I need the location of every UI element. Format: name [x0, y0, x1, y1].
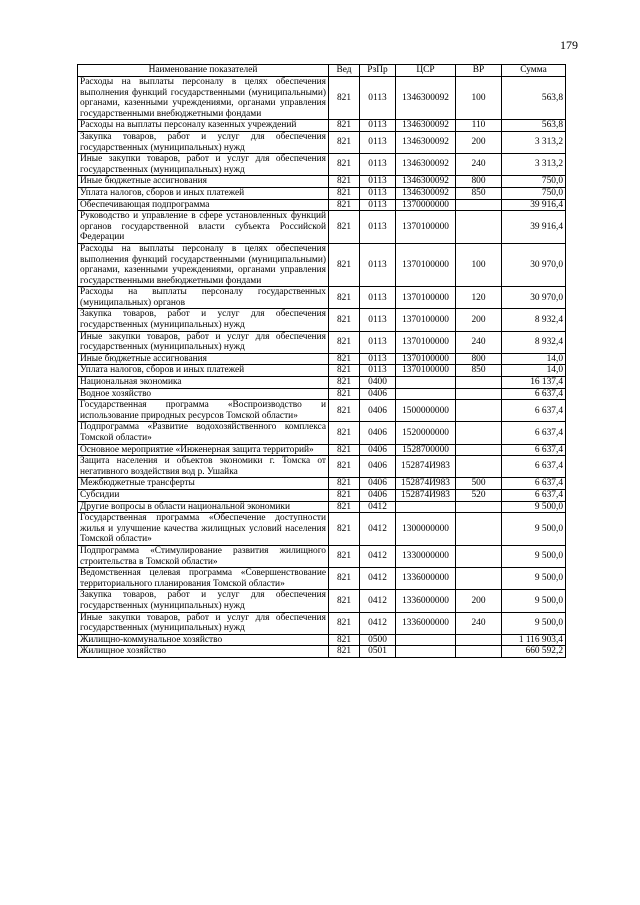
- cell-sum: 6 637,4: [502, 422, 566, 444]
- cell-rzpr: 0412: [360, 590, 396, 612]
- cell-rzpr: 0113: [360, 243, 396, 286]
- cell-vr: [456, 377, 502, 389]
- cell-name: Расходы на выплаты персоналу в целях обеспечения выполнения функций государственными (муниципальными) органами, казенными учреждениями, органами управления государственными внебюджетными фондами: [78, 77, 329, 120]
- cell-csr: 1346300092: [396, 120, 456, 132]
- cell-sum: 750,0: [502, 187, 566, 199]
- cell-csr: 1346300092: [396, 77, 456, 120]
- table-row: [78, 501, 566, 513]
- cell-rzpr: 0412: [360, 545, 396, 567]
- table-row: [78, 211, 566, 244]
- cell-name: Иные бюджетные ассигнования: [78, 176, 329, 188]
- cell-csr: [396, 634, 456, 646]
- cell-rzpr: 0113: [360, 131, 396, 153]
- cell-rzpr: 0406: [360, 388, 396, 400]
- cell-name: Обеспечивающая подпрограмма: [78, 199, 329, 211]
- cell-rzpr: 0501: [360, 646, 396, 658]
- table-row: [78, 131, 566, 153]
- cell-csr: [396, 388, 456, 400]
- cell-rzpr: 0500: [360, 634, 396, 646]
- cell-csr: 152874И983: [396, 489, 456, 501]
- cell-vr: 850: [456, 365, 502, 377]
- table-row: [78, 513, 566, 546]
- cell-vr: [456, 444, 502, 456]
- cell-csr: 1370100000: [396, 211, 456, 244]
- cell-name: Уплата налогов, сборов и иных платежей: [78, 187, 329, 199]
- cell-name: Основное мероприятие «Инженерная защита территорий»: [78, 444, 329, 456]
- cell-ved: 821: [329, 400, 360, 422]
- cell-vr: 240: [456, 612, 502, 634]
- cell-name: Государственная программа «Воспроизводство и использование природных ресурсов Томской области»: [78, 400, 329, 422]
- cell-ved: 821: [329, 131, 360, 153]
- cell-rzpr: 0412: [360, 612, 396, 634]
- cell-rzpr: 0406: [360, 444, 396, 456]
- cell-ved: 821: [329, 365, 360, 377]
- cell-vr: [456, 545, 502, 567]
- cell-csr: 1346300092: [396, 154, 456, 176]
- cell-rzpr: 0406: [360, 456, 396, 478]
- cell-sum: 9 500,0: [502, 568, 566, 590]
- cell-rzpr: 0412: [360, 568, 396, 590]
- cell-ved: 821: [329, 634, 360, 646]
- cell-rzpr: 0113: [360, 365, 396, 377]
- cell-ved: 821: [329, 331, 360, 353]
- cell-vr: 500: [456, 478, 502, 490]
- cell-sum: 39 916,4: [502, 211, 566, 244]
- cell-csr: 1370000000: [396, 199, 456, 211]
- cell-sum: 1 116 903,4: [502, 634, 566, 646]
- cell-csr: 1300000000: [396, 513, 456, 546]
- cell-ved: 821: [329, 501, 360, 513]
- budget-table: [77, 64, 566, 658]
- cell-sum: 6 637,4: [502, 444, 566, 456]
- cell-sum: 6 637,4: [502, 456, 566, 478]
- table-row: [78, 400, 566, 422]
- table-row: [78, 120, 566, 132]
- cell-sum: 9 500,0: [502, 590, 566, 612]
- cell-csr: 1370100000: [396, 309, 456, 331]
- cell-name: Защита населения и объектов экономики г. Томска от негативного воздействия вод р. Ушайка: [78, 456, 329, 478]
- cell-sum: 6 637,4: [502, 478, 566, 490]
- cell-vr: [456, 634, 502, 646]
- cell-name: Расходы на выплаты персоналу государственных (муниципальных) органов: [78, 287, 329, 309]
- cell-name: Межбюджетные трансферты: [78, 478, 329, 490]
- cell-rzpr: 0113: [360, 309, 396, 331]
- table-row: [78, 388, 566, 400]
- cell-vr: [456, 501, 502, 513]
- cell-sum: 6 637,4: [502, 489, 566, 501]
- cell-sum: 750,0: [502, 176, 566, 188]
- cell-sum: 14,0: [502, 365, 566, 377]
- cell-vr: 110: [456, 120, 502, 132]
- cell-csr: 1370100000: [396, 287, 456, 309]
- table-row: [78, 77, 566, 120]
- cell-csr: 1370100000: [396, 353, 456, 365]
- cell-vr: 850: [456, 187, 502, 199]
- page-number: 179: [560, 38, 578, 52]
- cell-sum: 6 637,4: [502, 400, 566, 422]
- table-row: [78, 568, 566, 590]
- cell-ved: 821: [329, 187, 360, 199]
- cell-rzpr: 0113: [360, 287, 396, 309]
- cell-vr: [456, 513, 502, 546]
- cell-rzpr: 0406: [360, 400, 396, 422]
- column-header-ved: Вед: [329, 65, 360, 77]
- cell-vr: [456, 456, 502, 478]
- cell-sum: 8 932,4: [502, 309, 566, 331]
- cell-name: Субсидии: [78, 489, 329, 501]
- cell-sum: 3 313,2: [502, 131, 566, 153]
- cell-name: Закупка товаров, работ и услуг для обеспечения государственных (муниципальных) нужд: [78, 309, 329, 331]
- cell-vr: 100: [456, 243, 502, 286]
- cell-vr: 200: [456, 590, 502, 612]
- cell-name: Иные закупки товаров, работ и услуг для обеспечения государственных (муниципальных) нужд: [78, 612, 329, 634]
- cell-csr: 1528700000: [396, 444, 456, 456]
- cell-rzpr: 0113: [360, 154, 396, 176]
- cell-sum: 14,0: [502, 353, 566, 365]
- cell-vr: 100: [456, 77, 502, 120]
- cell-sum: 660 592,2: [502, 646, 566, 658]
- cell-name: Жилищное хозяйство: [78, 646, 329, 658]
- cell-ved: 821: [329, 590, 360, 612]
- cell-vr: 200: [456, 131, 502, 153]
- cell-vr: [456, 422, 502, 444]
- cell-vr: [456, 211, 502, 244]
- cell-name: Расходы на выплаты персоналу казенных учреждений: [78, 120, 329, 132]
- cell-vr: 800: [456, 353, 502, 365]
- cell-name: Водное хозяйство: [78, 388, 329, 400]
- cell-csr: [396, 377, 456, 389]
- table-row: [78, 456, 566, 478]
- cell-name: Закупка товаров, работ и услуг для обеспечения государственных (муниципальных) нужд: [78, 590, 329, 612]
- table-row: [78, 545, 566, 567]
- cell-ved: 821: [329, 422, 360, 444]
- cell-csr: 1346300092: [396, 176, 456, 188]
- cell-csr: 1336000000: [396, 612, 456, 634]
- table-row: [78, 353, 566, 365]
- cell-vr: 240: [456, 154, 502, 176]
- column-header-name: Наименование показателей: [78, 65, 329, 77]
- cell-rzpr: 0412: [360, 501, 396, 513]
- cell-ved: 821: [329, 377, 360, 389]
- cell-sum: 30 970,0: [502, 287, 566, 309]
- cell-ved: 821: [329, 444, 360, 456]
- cell-name: Уплата налогов, сборов и иных платежей: [78, 365, 329, 377]
- cell-ved: 821: [329, 77, 360, 120]
- column-header-csr: ЦСР: [396, 65, 456, 77]
- cell-vr: [456, 646, 502, 658]
- cell-ved: 821: [329, 199, 360, 211]
- cell-sum: 30 970,0: [502, 243, 566, 286]
- table-row: [78, 365, 566, 377]
- table-row: [78, 422, 566, 444]
- cell-csr: 1346300092: [396, 131, 456, 153]
- cell-ved: 821: [329, 154, 360, 176]
- cell-rzpr: 0113: [360, 211, 396, 244]
- column-header-rzpr: РзПр: [360, 65, 396, 77]
- table-row: [78, 478, 566, 490]
- cell-vr: 800: [456, 176, 502, 188]
- cell-rzpr: 0113: [360, 120, 396, 132]
- cell-rzpr: 0113: [360, 331, 396, 353]
- cell-csr: 1336000000: [396, 590, 456, 612]
- cell-name: Иные бюджетные ассигнования: [78, 353, 329, 365]
- table-row: [78, 634, 566, 646]
- cell-name: Другие вопросы в области национальной экономики: [78, 501, 329, 513]
- table-body: [78, 77, 566, 658]
- cell-name: Расходы на выплаты персоналу в целях обеспечения выполнения функций государственными (муниципальными) органами, казенными учреждениями, органами управления государственными внебюджетными фондами: [78, 243, 329, 286]
- cell-sum: 9 500,0: [502, 612, 566, 634]
- table-row: [78, 243, 566, 286]
- cell-ved: 821: [329, 120, 360, 132]
- cell-ved: 821: [329, 388, 360, 400]
- cell-csr: 1346300092: [396, 187, 456, 199]
- table-row: [78, 612, 566, 634]
- cell-vr: [456, 568, 502, 590]
- cell-ved: 821: [329, 456, 360, 478]
- cell-ved: 821: [329, 353, 360, 365]
- cell-name: Закупка товаров, работ и услуг для обеспечения государственных (муниципальных) нужд: [78, 131, 329, 153]
- cell-csr: 152874И983: [396, 478, 456, 490]
- table-row: [78, 199, 566, 211]
- cell-vr: 240: [456, 331, 502, 353]
- cell-ved: 821: [329, 287, 360, 309]
- cell-csr: 1500000000: [396, 400, 456, 422]
- cell-ved: 821: [329, 489, 360, 501]
- cell-rzpr: 0406: [360, 478, 396, 490]
- cell-sum: 8 932,4: [502, 331, 566, 353]
- cell-rzpr: 0412: [360, 513, 396, 546]
- cell-sum: 9 500,0: [502, 513, 566, 546]
- table-row: [78, 187, 566, 199]
- cell-sum: 9 500,0: [502, 501, 566, 513]
- cell-name: Руководство и управление в сфере установленных функций органов государственной власти субъекта Российской Федерации: [78, 211, 329, 244]
- table-row: [78, 331, 566, 353]
- cell-sum: 39 916,4: [502, 199, 566, 211]
- table-row: [78, 309, 566, 331]
- cell-name: Ведомственная целевая программа «Совершенствование территориального планирования Томской области»: [78, 568, 329, 590]
- cell-name: Государственная программа «Обеспечение доступности жилья и улучшение качества жилищных условий населения Томской области»: [78, 513, 329, 546]
- cell-rzpr: 0113: [360, 353, 396, 365]
- table-row: [78, 154, 566, 176]
- cell-ved: 821: [329, 513, 360, 546]
- table-header-row: [78, 65, 566, 77]
- cell-vr: 200: [456, 309, 502, 331]
- cell-vr: [456, 199, 502, 211]
- cell-ved: 821: [329, 478, 360, 490]
- cell-csr: 1520000000: [396, 422, 456, 444]
- cell-sum: 563,8: [502, 120, 566, 132]
- cell-name: Подпрограмма «Стимулирование развития жилищного строительства в Томской области»: [78, 545, 329, 567]
- cell-sum: 6 637,4: [502, 388, 566, 400]
- cell-sum: 3 313,2: [502, 154, 566, 176]
- cell-vr: 120: [456, 287, 502, 309]
- cell-csr: 152874И983: [396, 456, 456, 478]
- cell-rzpr: 0406: [360, 489, 396, 501]
- cell-ved: 821: [329, 646, 360, 658]
- cell-rzpr: 0113: [360, 77, 396, 120]
- cell-ved: 821: [329, 309, 360, 331]
- cell-csr: 1330000000: [396, 545, 456, 567]
- cell-ved: 821: [329, 612, 360, 634]
- cell-vr: 520: [456, 489, 502, 501]
- cell-csr: 1370100000: [396, 331, 456, 353]
- cell-rzpr: 0406: [360, 422, 396, 444]
- cell-rzpr: 0113: [360, 187, 396, 199]
- cell-name: Национальная экономика: [78, 377, 329, 389]
- column-header-vr: ВР: [456, 65, 502, 77]
- table-row: [78, 287, 566, 309]
- cell-ved: 821: [329, 176, 360, 188]
- table-row: [78, 646, 566, 658]
- cell-sum: 16 137,4: [502, 377, 566, 389]
- cell-name: Подпрограмма «Развитие водохозяйственного комплекса Томской области»: [78, 422, 329, 444]
- table-row: [78, 590, 566, 612]
- cell-rzpr: 0113: [360, 176, 396, 188]
- cell-rzpr: 0400: [360, 377, 396, 389]
- cell-name: Жилищно-коммунальное хозяйство: [78, 634, 329, 646]
- cell-rzpr: 0113: [360, 199, 396, 211]
- cell-sum: 9 500,0: [502, 545, 566, 567]
- cell-csr: [396, 646, 456, 658]
- column-header-sum: Сумма: [502, 65, 566, 77]
- cell-name: Иные закупки товаров, работ и услуг для обеспечения государственных (муниципальных) нужд: [78, 331, 329, 353]
- table-row: [78, 377, 566, 389]
- table-row: [78, 444, 566, 456]
- table-row: [78, 176, 566, 188]
- cell-csr: [396, 501, 456, 513]
- cell-ved: 821: [329, 243, 360, 286]
- cell-sum: 563,8: [502, 77, 566, 120]
- cell-ved: 821: [329, 568, 360, 590]
- table-row: [78, 489, 566, 501]
- cell-ved: 821: [329, 545, 360, 567]
- cell-ved: 821: [329, 211, 360, 244]
- cell-csr: 1336000000: [396, 568, 456, 590]
- cell-name: Иные закупки товаров, работ и услуг для обеспечения государственных (муниципальных) нужд: [78, 154, 329, 176]
- cell-csr: 1370100000: [396, 243, 456, 286]
- cell-vr: [456, 388, 502, 400]
- cell-vr: [456, 400, 502, 422]
- cell-csr: 1370100000: [396, 365, 456, 377]
